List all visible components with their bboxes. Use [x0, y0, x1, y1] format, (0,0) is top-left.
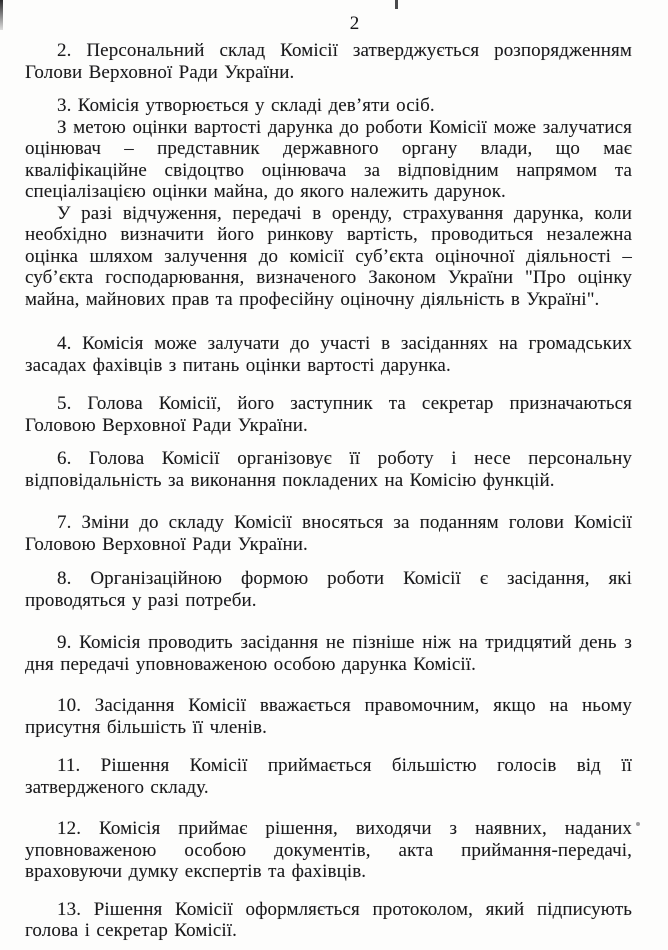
scan-artifact-dot	[636, 822, 640, 826]
paragraph-3-cont-1: З метою оцінки вартості дарунка до роботи Комісії може залучатися оцінювач – представник державного органу влади, що має кваліфікаційне свідоцтво оцінювача за відповідним напрямом та спеціалізацією оцінки майна, до якого належить дарунок.	[25, 116, 632, 202]
paragraph-8: 8. Організаційною формою роботи Комісії є засідання, які проводяться у разі потреби.	[25, 568, 632, 611]
paragraph-3: 3. Комісія утворюється у складі дев’яти осіб.	[57, 95, 435, 116]
paragraph-11: 11. Рішення Комісії приймається більшістю голосів від її затвердженого складу.	[25, 755, 632, 798]
paragraph-10: 10. Засідання Комісії вважається правомочним, якщо на ньому присутня більшість її членів.	[25, 695, 632, 738]
paragraph-2: 2. Персональний склад Комісії затверджується розпорядженням Голови Верховної Ради України.	[25, 40, 632, 83]
scan-artifact-top-left	[0, 0, 3, 30]
document-body	[0, 40, 668, 942]
page-number: 2	[349, 13, 360, 34]
paragraph-6: 6. Голова Комісії організовує її роботу і несе персональну відповідальність за виконання покладених на Комісію функцій.	[25, 448, 632, 491]
paragraph-4: 4. Комісія може залучати до участі в засіданнях на громадських засадах фахівців з питань оцінки вартості дарунка.	[25, 333, 632, 376]
paragraph-5: 5. Голова Комісії, його заступник та секретар призначаються Головою Верховної Ради України.	[25, 393, 632, 436]
scan-artifact-top-tick	[395, 0, 398, 9]
paragraph-3-cont-2: У разі відчуження, передачі в оренду, страхування дарунка, коли необхідно визначити його ринкову вартість, проводиться незалежна оцінка шляхом залучення до комісії суб’єкта оціночної діяльності – суб’єкта господарювання, визначеного Законом України "Про оцінку майна, майнових прав та професійну оціночну діяльність в Україні".	[25, 202, 632, 310]
paragraph-12: 12. Комісія приймає рішення, виходячи з наявних, наданих уповноваженою особою документів, акта приймання-передачі, враховуючи думку експертів та фахівців.	[25, 818, 632, 882]
paragraph-13: 13. Рішення Комісії оформляється протоколом, який підписують голова і секретар Комісії.	[25, 898, 632, 941]
paragraph-9: 9. Комісія проводить засідання не пізніше ніж на тридцятий день з дня передачі уповноваженою особою дарунка Комісії.	[25, 632, 632, 675]
paragraph-7: 7. Зміни до складу Комісії вносяться за поданням голови Комісії Головою Верховної Ради України.	[25, 512, 632, 555]
